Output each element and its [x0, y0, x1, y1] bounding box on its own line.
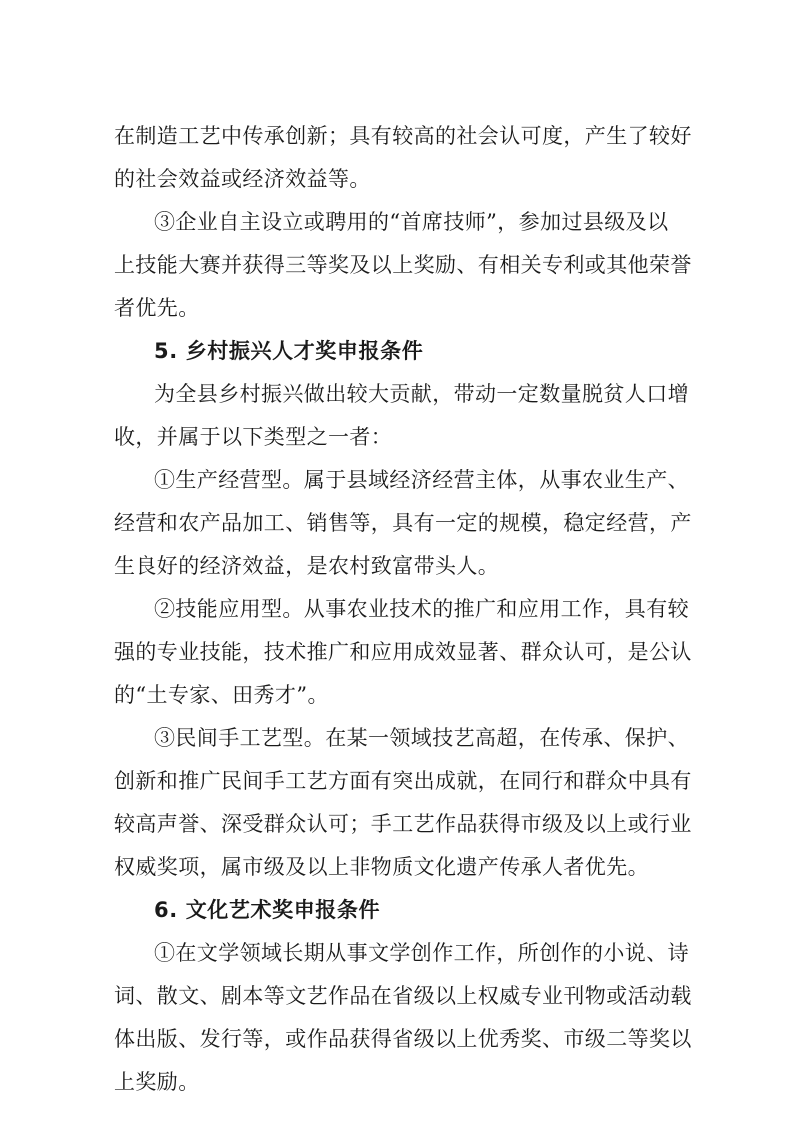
- paragraph-line: 收，并属于以下类型之一者：: [114, 425, 393, 449]
- paragraph-line: 强的专业技能，技术推广和应用成效显著、群众认可，是公认: [114, 640, 692, 664]
- paragraph-line: 者优先。: [114, 296, 200, 320]
- paragraph-line: ①生产经营型。属于县域经济经营主体，从事农业生产、: [154, 468, 689, 492]
- paragraph-line: ①在文学领域长期从事文学创作工作，所创作的小说、诗: [154, 941, 689, 965]
- paragraph-line: ③企业自主设立或聘用的“首席技师”，参加过县级及以: [154, 210, 669, 234]
- paragraph-line: 较高声誉、深受群众认可；手工艺作品获得市级及以上或行业: [114, 812, 692, 836]
- paragraph-line: 生良好的经济效益，是农村致富带头人。: [114, 554, 500, 578]
- paragraph-line: ②技能应用型。从事农业技术的推广和应用工作，具有较: [154, 597, 689, 621]
- paragraph-line: 的社会效益或经济效益等。: [114, 167, 371, 191]
- paragraph-line: 在制造工艺中传承创新；具有较高的社会认可度，产生了较好: [114, 124, 692, 148]
- section-heading: 5. 乡村振兴人才奖申报条件: [154, 339, 424, 363]
- paragraph-line: 经营和农产品加工、销售等，具有一定的规模，稳定经营，产: [114, 511, 692, 535]
- paragraph-line: 上奖励。: [114, 1070, 200, 1094]
- paragraph-line: 权威奖项，属市级及以上非物质文化遗产传承人者优先。: [114, 855, 649, 879]
- section-heading: 6. 文化艺术奖申报条件: [154, 898, 381, 922]
- paragraph-line: 创新和推广民间手工艺方面有突出成就，在同行和群众中具有: [114, 769, 692, 793]
- paragraph-line: 为全县乡村振兴做出较大贡献，带动一定数量脱贫人口增: [154, 382, 689, 406]
- paragraph-line: 的“土专家、田秀才”。: [114, 683, 329, 707]
- paragraph-line: 词、散文、剧本等文艺作品在省级以上权威专业刊物或活动载: [114, 984, 692, 1008]
- paragraph-line: 上技能大赛并获得三等奖及以上奖励、有相关专利或其他荣誉: [114, 253, 692, 277]
- paragraph-line: 体出版、发行等，或作品获得省级以上优秀奖、市级二等奖以: [114, 1027, 692, 1051]
- paragraph-line: ③民间手工艺型。在某一领域技艺高超，在传承、保护、: [154, 726, 689, 750]
